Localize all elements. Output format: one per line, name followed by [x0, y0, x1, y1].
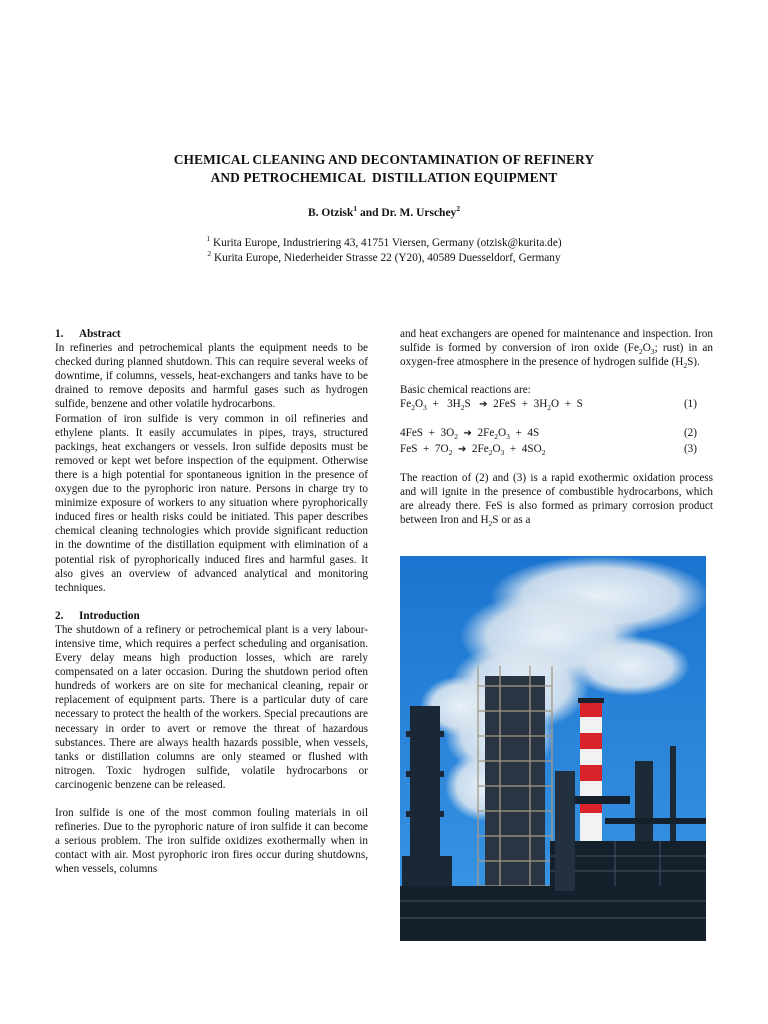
- introduction-heading: 2. Introduction: [55, 609, 140, 622]
- abstract-heading: 1. Abstract: [55, 328, 121, 340]
- left-column: [55, 327, 368, 876]
- affiliations: [60, 236, 708, 265]
- author-1-affil: 1: [353, 204, 358, 214]
- affiliation-1: $^1$ Kurita Europe, Industriering 43, 41751 Viersen, Germany (otzisk@kurita.de): [206, 234, 562, 249]
- author-2-affil: 2: [456, 204, 461, 214]
- equation-1: [400, 397, 713, 412]
- abstract-paragraph-2: Formation of iron sulfide is very common in oil refineries and ethylene plants. It easily accumulates in pipes, trays, structured packings, heat exchangers or vessels. Iron sulfide deposits must be removed or kept wet before inspection of the equipment. Otherwise there is a high potential for spontaneous ignition in the presence of oxygen due to the pyrophoric iron nature. Persons in charge try to minimize exposure of workers to any situation where pyrophorically induced fires or health risks could be initiated. This paper describes chemical cleaning technologies which provide significant reduction in the downtime of the distillation equipment with elimination of a potential risk of pyrophorically induced fires and harmful gases. It also gives an overview of advanced analytical and monitoring techniques.: [55, 412, 368, 594]
- arrow-icon: ➔: [457, 443, 467, 455]
- introduction-paragraph-1: The shutdown of a refinery or petrochemical plant is a very labour-intensive time, which requires a perfect scheduling and organisation. Every delay means high production losses, which are rarely compensated on a later occasion. During the shutdown period often hundreds of workers are on site for mechanical cleaning, repair or replacement of equipment parts. There is a particular duty of care necessary to protect the health of the workers. Special precautions are necessary in order to avert or remove the threat of hazardous substances. There are always health hazards possible, when vessels, tanks or distillation columns are only steamed or flushed with nitrogen. Toxic hydrogen sulfide, volatile hydrocarbons or carcinogenic benzene can be released.: [55, 623, 368, 791]
- author-1: B. Otzisk: [307, 207, 354, 219]
- author-connector: and: [357, 207, 382, 219]
- arrow-icon: ➔: [479, 399, 488, 411]
- right-column: [400, 327, 713, 527]
- mid-structure: [555, 771, 575, 891]
- refinery-photo: [400, 556, 706, 941]
- right-paragraph-2: The reaction of (2) and (3) is a rapid exothermic oxidation process and will ignite in the presence of combustible hydrocarbons, which are already there. FeS is also formed as primary corrosion product between Iron and $H_2S$ or as a: [400, 471, 713, 529]
- author-line: [60, 204, 708, 219]
- refinery-photo-illustration: [400, 556, 706, 941]
- equation-2-number: (2): [683, 427, 697, 440]
- affiliation-2: $^2$ Kurita Europe, Niederheider Strasse 22 (Y20), 40589 Duesseldorf, Germany: [207, 248, 561, 264]
- equation-1-formula: $Fe_2O_3 + 3H_2S$ ➔ $2FeS + 3H_2O + S$: [400, 398, 583, 413]
- abstract-paragraph-1: In refineries and petrochemical plants the equipment needs to be checked during planned shutdown. This can require several weeks of downtime, if columns, vessels, heat-exchangers and tanks have to be drained to remove deposits and harmful gases such as hydrogen sulfide, benzene and other volatile hydrocarbons.: [55, 342, 368, 411]
- reactions-label: Basic chemical reactions are:: [400, 384, 531, 397]
- equation-3-number: (3): [683, 442, 697, 455]
- title-line-2: AND PETROCHEMICAL DISTILLATION EQUIPMENT: [210, 170, 558, 185]
- right-paragraph-1: and heat exchangers are opened for maintenance and inspection. Iron sulfide is formed by conversion of iron oxide ($Fe_2O_3$; rust) in an oxygen-free atmosphere in the presence of hydrogen sulfide $(H_2S)$.: [400, 328, 713, 371]
- equation-2: [400, 426, 713, 441]
- introduction-paragraph-2: Iron sulfide is one of the most common fouling materials in oil refineries. Due to the pyrophoric nature of iron sulfide it can become a serious problem. The iron sulfide oxidizes exothermally when in contact with air. Most pyrophoric iron fires occur during shutdowns, when vessels, columns: [55, 807, 368, 876]
- arrow-icon: ➔: [463, 428, 472, 440]
- author-2: Dr. M. Urschey: [381, 207, 457, 219]
- title-line-1: CHEMICAL CLEANING AND DECONTAMINATION OF REFINERY: [173, 152, 595, 167]
- equation-1-number: (1): [683, 398, 697, 411]
- equation-3: [400, 442, 713, 457]
- equation-2-formula: $4FeS + 3O_2$ ➔ $2Fe_2O_3 + 4S$: [400, 427, 540, 442]
- equation-3-formula: FeS + $7O_2$ ➔ $2Fe_2O_3 + 4SO_2$: [400, 442, 546, 457]
- paper-title: [60, 151, 708, 187]
